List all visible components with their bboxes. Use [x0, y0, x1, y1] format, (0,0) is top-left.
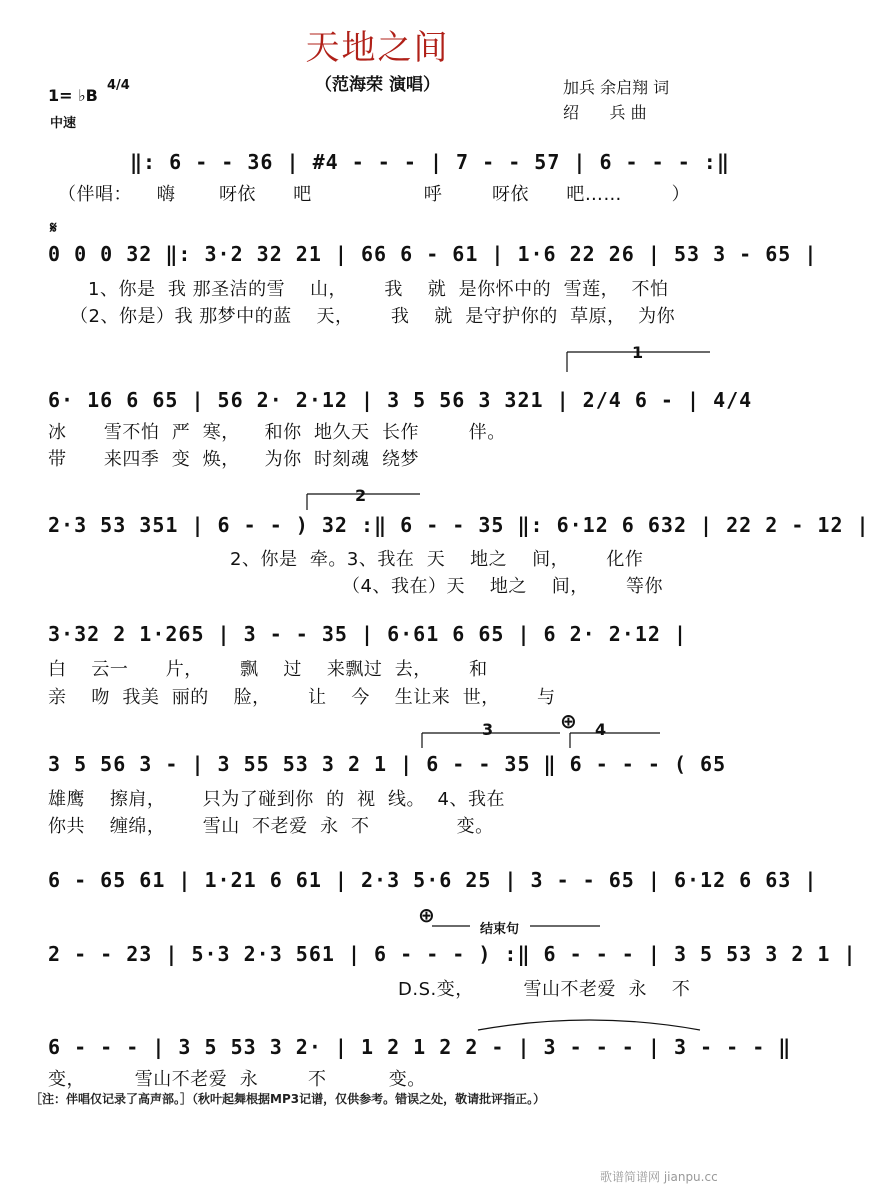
- final-tie: [478, 1020, 700, 1030]
- volta-1-label: 1: [632, 343, 644, 362]
- footnote: ［注：伴唱仅记录了高声部。］（秋叶起舞根据MP3记谱，仅供参考。错误之处，敬请批评指正。）: [30, 1092, 546, 1106]
- lyric-line-8-1: D.S.变， 雪山不老爱 永 不: [398, 979, 691, 1000]
- notation-row-5: 3·32 2 1·265 | 3 - - 35 | 6·61 6 65 | 6 2· 2·12 |: [48, 622, 688, 646]
- lyric-line-2-2: （2、你是）我 那梦中的蓝 天， 我 就 是守护你的 草原， 为你: [70, 306, 676, 327]
- lyric-line-9-1: 变， 雪山不老爱 永 不 变。: [48, 1069, 426, 1090]
- notation-row-8: 2 - - 23 | 5·3 2·3 561 | 6 - - - ) :‖ 6 - - - | 3 5 53 3 2 1 |: [48, 942, 857, 966]
- page-title: 天地之间: [305, 28, 450, 68]
- lyric-line-5-1: 白 云一 片， 飘 过 来飘过 去， 和: [48, 659, 488, 680]
- volta-2-label: 2: [355, 486, 367, 505]
- notation-row-2: 0 0 0 32 ‖: 3·2 32 21 | 66 6 - 61 | 1·6 22 26 | 53 3 - 65 |: [48, 242, 818, 266]
- notation-row-7: 6 - 65 61 | 1·21 6 61 | 2·3 5·6 25 | 3 - - 65 | 6·12 6 63 |: [48, 868, 818, 892]
- lyric-line-6-2: 你共 缠绵， 雪山 不老爱 永 不 变。: [48, 816, 494, 837]
- coda-sign-icon: ⊕: [560, 709, 577, 733]
- lyric-line-2-1: 1、你是 我 那圣洁的雪 山， 我 就 是你怀中的 雪莲， 不怕: [88, 279, 669, 300]
- notation-row-4: 2·3 53 351 | 6 - - ) 32 :‖ 6 - - 35 ‖: 6·12 6 632 | 22 2 - 12 |: [48, 513, 870, 537]
- lyric-line-3-2: 带 来四季 变 焕， 为你 时刻魂 绕梦: [48, 449, 419, 470]
- volta-1-bracket: [567, 352, 710, 372]
- volta-4-bracket: [570, 733, 660, 748]
- composer-credit: 绍 兵 曲: [563, 103, 647, 122]
- notation-row-6: 3 5 56 3 - | 3 55 53 3 2 1 | 6 - - 35 ‖ 6 - - - ( 65: [48, 752, 727, 776]
- coda-sign-end-icon: ⊕: [418, 903, 435, 927]
- volta-4-label: 4: [595, 720, 607, 739]
- watermark: 歌谱简谱网 jianpu.cc: [600, 1170, 718, 1184]
- notation-row-1: ‖: 6 - - 36 | #4 - - - | 7 - - 57 | 6 - - - :‖: [130, 150, 730, 174]
- time-signature: 4/4: [107, 78, 130, 93]
- tempo-marking: 中速: [50, 116, 77, 131]
- lyric-line-6-1: 雄鹰 擦肩， 只为了碰到你 的 视 线。 4、我在: [48, 789, 505, 810]
- volta-3-bracket: [422, 733, 560, 748]
- lyric-line-1-1: （伴唱： 嗨 呀依 吧 呼 呀依 吧…… ）: [58, 184, 691, 205]
- segno-sign: 𝄋: [50, 218, 57, 237]
- lyric-line-4-2: （4、我在）天 地之 间， 等你: [342, 576, 664, 597]
- coda-label: 结束句: [480, 922, 520, 937]
- key-signature: 1= ♭B: [48, 86, 98, 105]
- lyricist-credit: 加兵 余启翔 词: [563, 78, 670, 97]
- lyric-line-5-2: 亲 吻 我美 丽的 脸， 让 今 生让来 世， 与: [48, 687, 556, 708]
- notation-row-9: 6 - - - | 3 5 53 3 2· | 1 2 1 2 2 - | 3 - - - | 3 - - - ‖: [48, 1035, 792, 1059]
- volta-2-bracket: [307, 494, 420, 510]
- singer-credit: （范海荣 演唱）: [315, 75, 440, 95]
- notation-row-3: 6· 16 6 65 | 56 2· 2·12 | 3 5 56 3 321 | 2/4 6 - | 4/4: [48, 388, 753, 412]
- volta-3-label: 3: [482, 720, 494, 739]
- lyric-line-3-1: 冰 雪不怕 严 寒， 和你 地久天 长作 伴。: [48, 422, 506, 443]
- lyric-line-4-1: 2、你是 牵。3、我在 天 地之 间， 化作: [230, 549, 644, 570]
